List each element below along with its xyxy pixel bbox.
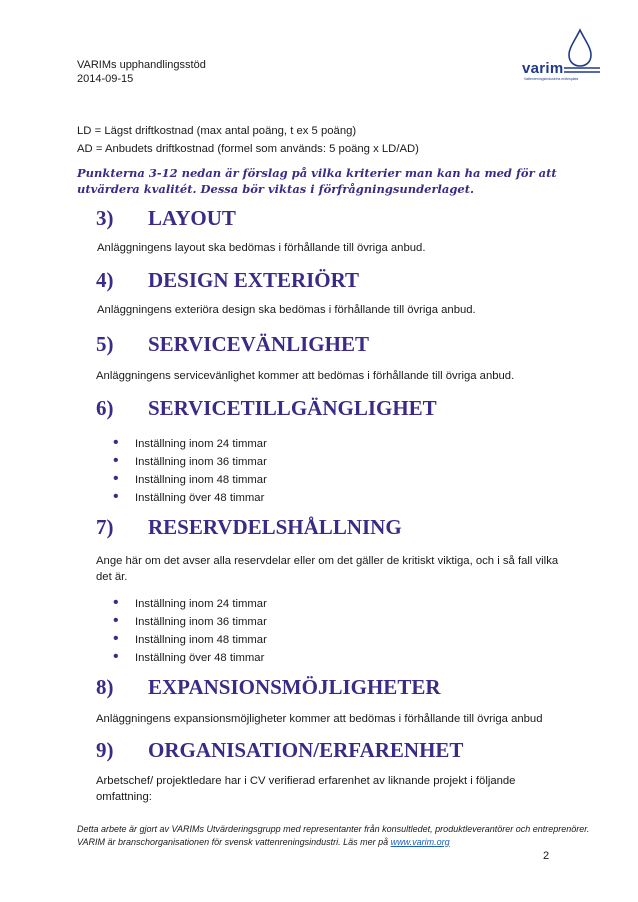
header-doc-title: VARIMs upphandlingsstöd (77, 59, 206, 71)
intro-paragraph: Punkterna 3-12 nedan är förslag på vilka kriterier man kan ha med för att utvärdera kvalitét. Dessa bör viktas i förfrågningsunderlaget. (77, 166, 557, 196)
bullet-icon: • (113, 630, 119, 647)
heading-title: RESERVDELSHÅLLNING (148, 515, 402, 539)
bullet-icon: • (113, 648, 119, 665)
section-text: Anläggningens servicevänlighet kommer att bedömas i förhållande till övriga anbud. (96, 370, 515, 382)
heading-number: 6) (96, 396, 114, 420)
footer-line-1: Detta arbete är gjort av VARIMs Utvärderingsgrupp med representanter från konsultledet, produktleverantörer och entreprenörer. (77, 824, 590, 834)
bullet-icon: • (113, 434, 119, 451)
varim-logo (520, 28, 602, 84)
heading-title: DESIGN EXTERIÖRT (148, 268, 360, 292)
bullet-icon: • (113, 470, 119, 487)
bullet-icon: • (113, 488, 119, 505)
heading-number: 3) (96, 206, 114, 230)
heading-title: EXPANSIONSMÖJLIGHETER (148, 675, 441, 699)
varim-website-link[interactable]: www.varim.org (390, 837, 450, 847)
heading-number: 8) (96, 675, 114, 699)
heading-reservdelshallning (96, 515, 496, 539)
header-date: 2014-09-15 (77, 73, 134, 85)
section-text: Ange här om det avser alla reservdelar eller om det gäller de kritiskt viktiga, och i så fall vilka det är. (96, 555, 559, 583)
definition-ad: AD = Anbudets driftkostnad (formel som används: 5 poäng x LD/AD) (77, 143, 419, 155)
bullet-icon: • (113, 594, 119, 611)
heading-title: SERVICEVÄNLIGHET (148, 332, 369, 356)
page-number: 2 (543, 850, 550, 862)
heading-number: 5) (96, 332, 114, 356)
heading-number: 4) (96, 268, 114, 292)
section-text: Anläggningens exteriöra design ska bedömas i förhållande till övriga anbud. (97, 304, 476, 316)
heading-design-exteriort (96, 268, 496, 292)
section-text: Anläggningens expansionsmöjligheter kommer att bedömas i förhållande till övriga anbud (96, 713, 543, 725)
bullet-icon: • (113, 612, 119, 629)
section-text: Anläggningens layout ska bedömas i förhållande till övriga anbud. (97, 242, 426, 254)
heading-layout (96, 206, 496, 230)
section-text: Arbetschef/ projektledare har i CV verifierad erfarenhet av liknande projekt i följande omfattning: (96, 775, 516, 803)
heading-number: 7) (96, 515, 114, 539)
heading-title: LAYOUT (148, 206, 236, 230)
logo-wordmark: varim (522, 60, 564, 77)
heading-title: SERVICETILLGÄNGLIGHET (148, 396, 437, 420)
heading-title: ORGANISATION/ERFARENHET (148, 738, 464, 762)
heading-servicetillganglighet (96, 396, 496, 420)
definition-ld: LD = Lägst driftkostnad (max antal poäng, t ex 5 poäng) (77, 125, 357, 137)
footer-line-2: VARIM är branschorganisationen för svensk vattenreningsindustri. Läs mer på www.varim.org (77, 837, 450, 847)
heading-number: 9) (96, 738, 114, 762)
logo-tagline: Vattenreningsindustrins mötesplats (524, 77, 579, 81)
heading-expansionsmojligheter (96, 675, 516, 699)
heading-servicevanlighet (96, 332, 496, 356)
heading-organisation-erfarenhet (96, 738, 536, 762)
bullet-icon: • (113, 452, 119, 469)
